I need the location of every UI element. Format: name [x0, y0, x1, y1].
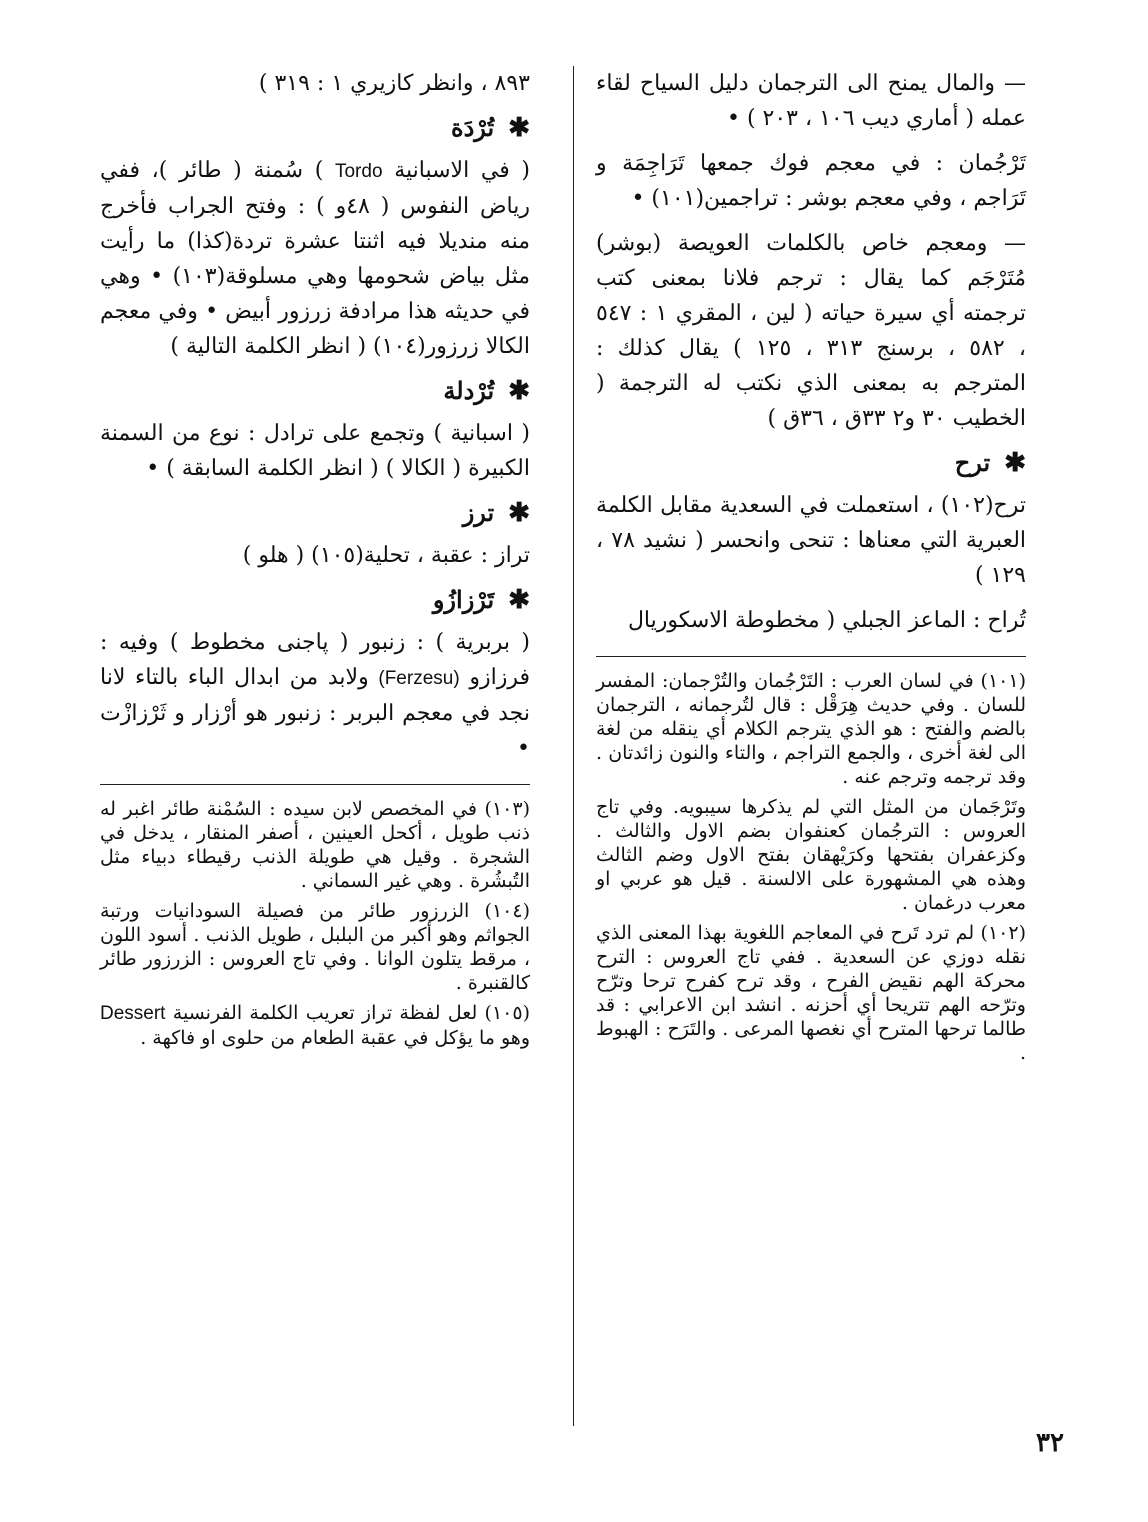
footnote: (١٠١) في لسان العرب : التَرْجُمان والتُرْجمان: المفسر للسان . وفي حديث هِرَقْل : قال لتُرجمانه ، الترجمان بالضم والفتح : هو الذي يترجم الكلام أي ينقله من لغة الى لغة أخرى ، والجمع التراجم ، والتاء والنون زائدتان . وقد ترجمه وترجم عنه . — [596, 670, 1026, 788]
asterisk-icon: ✱ — [508, 376, 530, 406]
entry-heading — [100, 583, 530, 617]
entry-heading — [100, 496, 530, 530]
text-span: ( في الاسبانية — [394, 158, 530, 183]
paragraph: ٨٩٣ ، وانظر كازيري ١ : ٣١٩ ) — [258, 71, 530, 96]
right-column — [596, 66, 1026, 1071]
asterisk-icon: ✱ — [508, 585, 530, 615]
paragraph — [100, 153, 530, 364]
entry-heading-label: تُرْدَة — [451, 113, 495, 142]
footnote — [100, 1001, 530, 1050]
text-span: ( بربرية ) : زنبور ( پاجنى مخطوط ) وفيه : فرزازو — [100, 630, 530, 690]
paragraph: تُراح : الماعز الجبلي ( مخطوطة الاسكوريال — [627, 608, 1026, 633]
asterisk-icon: ✱ — [508, 113, 530, 143]
entry-heading — [596, 446, 1026, 480]
paragraph: تَرْجُمان : في معجم فوك جمعها تَرَاجِمَة و تَرَاجم ، وفي معجم بوشر : تراجمين(١٠١) • — [596, 151, 1026, 211]
footnote: (١٠٣) في المخصص لابن سيده : السُمْنة طائر اغبر له ذنب طويل ، أكحل العينين ، أصفر المنقار ، يدخل في الشجرة . وقيل هي طويلة الذنب رقيطاء دبياء مثل التُبشُرة . وهي غير السماني . — [100, 798, 530, 892]
paragraph: تراز : عقبة ، تحلية(١٠٥) ( هلو ) — [242, 543, 530, 568]
text-span: ) سُمنة ( طائر )، ففي رياض النفوس ( ٤٨و ) : وفتح الجراب فأخرج منه منديلا فيه اثنتا عشرة تردة(كذا) ما رأيت مثل بياض شحومها وهي مسلوقة(١٠٣) • وهي في حديثه هذا مرادفة زرزور أبيض • وفي معجم الكالا زرزور(١٠٤) ( انظر الكلمة التالية ) — [100, 158, 531, 359]
entry-heading — [100, 374, 530, 408]
paragraph: ( اسبانية ) وتجمع على ترادل : نوع من السمنة الكبيرة ( الكالا ) ( انظر الكلمة السابقة ) • — [100, 421, 530, 481]
entry-heading-label: ترز — [462, 498, 495, 527]
entry-heading-label: تُرْدلة — [443, 376, 495, 405]
paragraph: ترح(١٠٢) ، استعملت في السعدية مقابل الكلمة العبرية التي معناها : تنحى وانحسر ( نشيد ٧٨ ، ١٢٩ ) — [596, 493, 1027, 588]
text-span: ولابد من ابدال الباء بالتاء لانا نجد في معجم البربر : زنبور هو أرْزار و ثَرْزازْت • — [100, 665, 530, 761]
footnote: وتَرْجَمان من المثل التي لم يذكرها سيبويه. وفي تاج العروس : الترجُمان كعنفوان بضم الاول والثالث . وكزعفران بفتحها وكرَيْهقان بفتح الاول وضم الثالث وهذه هي المشهورة على الالسنة . قيل هو عربي او معرب درغمان . — [596, 796, 1026, 914]
column-divider — [573, 66, 574, 1426]
text-span: (١٠٥) لعل لفظة تراز تعريب الكلمة الفرنسية — [172, 1002, 530, 1024]
latin-word: Tordo — [334, 161, 383, 182]
paragraph: — والمال يمنح الى الترجمان دليل السياح لقاء عمله ( أماري ديب ١٠٦ ، ٢٠٣ ) • — [596, 71, 1026, 131]
paragraph: — ومعجم خاص بالكلمات العويصة (بوشر) مُتَرْجَم كما يقال : ترجم فلانا بمعنى كتب ترجمته أي سيرة حياته ( لين ، المقري ١ : ٥٤٧ ، ٥٨٢ ، برسنج ٣١٣ ، ١٢٥ ) يقال كذلك : المترجم به بمعنى الذي نكتب له الترجمة ( الخطيب ٣٠ و٢ ٣٣ق ، ٣٦ق ) — [596, 231, 1026, 431]
latin-word: Dessert — [100, 1003, 166, 1024]
page-number: ٣٢ — [1036, 1428, 1064, 1458]
text-span: وهو ما يؤكل في عقبة الطعام من حلوى او فاكهة . — [140, 1027, 530, 1049]
paragraph — [100, 625, 530, 766]
entry-heading — [100, 111, 530, 145]
left-column — [100, 66, 530, 1056]
footnote-divider — [100, 784, 530, 785]
asterisk-icon: ✱ — [508, 498, 530, 528]
latin-word: (Ferzesu) — [378, 668, 460, 689]
entry-heading-label: ترح — [954, 448, 991, 477]
footnote-divider — [596, 656, 1026, 657]
entry-heading-label: تَرْزازُو — [432, 585, 495, 614]
asterisk-icon: ✱ — [1004, 448, 1026, 478]
footnote: (١٠٤) الزرزور طائر من فصيلة السودانيات ورتبة الجواثم وهو أكبر من البلبل ، طويل الذنب . أسود اللون ، مرقط يتلون الوانا . وفي تاج العروس : الزرزور طائر كالقنبرة . — [100, 900, 530, 994]
footnote: (١٠٢) لم ترد تَرح في المعاجم اللغوية بهذا المعنى الذي نقله دوزي عن السعدية . ففي تاج العروس : الترح محركة الهم نقيض الفرح ، وقد ترح كفرح ترحا وترّح وترّحه الهم تتريحا أي أحزنه . انشد ابن الاعرابي : قد طالما ترحها المترح أي نغصها المرعى . والتَرَح : الهبوط . — [596, 922, 1026, 1064]
